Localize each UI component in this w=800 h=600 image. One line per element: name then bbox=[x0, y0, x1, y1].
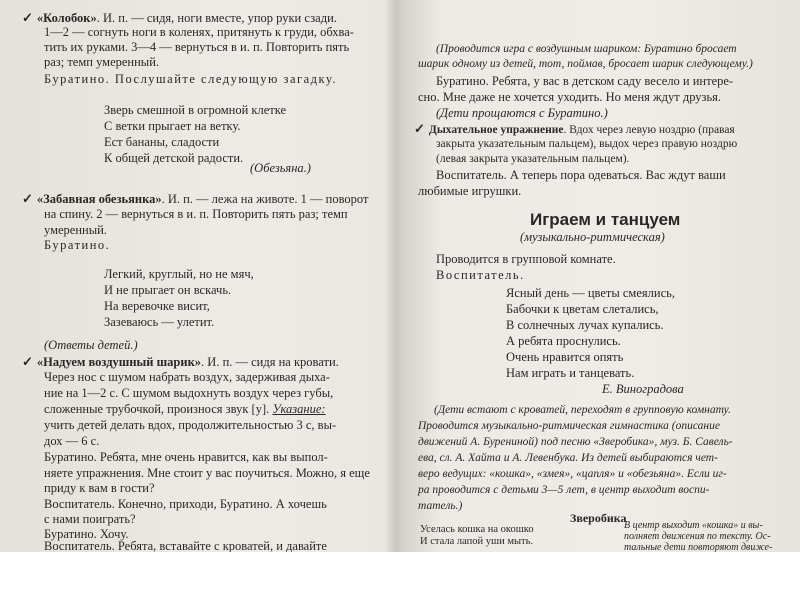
instruction-line: веро ведущих: «кошка», «змея», «цапля» и «обезьяна». Если иг- bbox=[418, 468, 727, 480]
riddle-line: И не прыгает он вскачь. bbox=[104, 283, 232, 297]
stage-direction: (Дети прощаются с Буратино.) bbox=[436, 106, 608, 120]
right-page bbox=[402, 0, 800, 552]
checkmark-icon: ✓ bbox=[22, 10, 33, 25]
poem-line: Ясный день — цветы смеялись, bbox=[506, 286, 675, 300]
exercise-balloon: ✓ «Надуем воздушный шарик». И. п. — сидя на кровати. bbox=[22, 354, 339, 369]
instruction-line: татель.) bbox=[418, 500, 463, 512]
text-line: учить детей делать вдох, продолжительностью 3 с, вы- bbox=[44, 418, 337, 432]
speaker-label: Буратино. bbox=[44, 238, 111, 252]
exercise-monkey: ✓ «Забавная обезьянка». И. п. — лежа на животе. 1 — поворот bbox=[22, 191, 369, 206]
dialogue-line: сно. Мне даже не хочется уходить. Но меня ждут друзья. bbox=[418, 90, 722, 104]
song-note: тальные дети повторяют движе- bbox=[624, 542, 773, 552]
song-line: И стала лапой уши мыть. bbox=[420, 536, 534, 547]
song-note: полняет движения по тексту. Ос- bbox=[624, 531, 771, 542]
note-label: Указание: bbox=[272, 402, 326, 416]
riddle-line: Зазеваюсь — улетит. bbox=[104, 315, 215, 329]
text-line: сложенные трубочкой, произнося звук [у]. Указание: bbox=[44, 402, 326, 416]
dialogue-line: с нами поиграть? bbox=[44, 512, 136, 526]
text-line: (левая закрыта указательным пальцем). bbox=[436, 153, 630, 165]
exercise-breathing: ✓ Дыхательное упражнение. Вдох через левую ноздрю (правая bbox=[414, 121, 735, 136]
riddle-line: На веревочке висит, bbox=[104, 299, 210, 313]
dialogue-line: Воспитатель. Ребята, вставайте с кроватей, и давайте bbox=[44, 539, 327, 552]
page-bottom-margin bbox=[0, 552, 800, 600]
riddle-line: Зверь смешной в огромной клетке bbox=[104, 103, 287, 117]
riddle-line: Ест бананы, сладости bbox=[104, 135, 220, 149]
dialogue-line: любимые игрушки. bbox=[418, 184, 522, 198]
poem-line: Нам играть и танцевать. bbox=[506, 366, 635, 380]
dialogue-line: Воспитатель. А теперь пора одеваться. Вас ждут ваши bbox=[436, 168, 726, 182]
checkmark-icon: ✓ bbox=[22, 354, 33, 369]
dialogue-line: Буратино. Послушайте следующую загадку. bbox=[44, 72, 338, 86]
song-title: Зверобика bbox=[570, 511, 627, 525]
section-subtitle: (музыкально-ритмическая) bbox=[520, 230, 665, 244]
checkmark-icon: ✓ bbox=[22, 191, 33, 206]
text-line: Через нос с шумом набрать воздух, задерживая дыха- bbox=[44, 370, 330, 384]
text-line: Проводится в групповой комнате. bbox=[436, 252, 616, 266]
text-line: тить их руками. 3—4 — вернуться в и. п. Повторить пять bbox=[44, 40, 350, 54]
poem-line: А ребята проснулись. bbox=[506, 334, 621, 348]
poem-line: В солнечных лучах купались. bbox=[506, 318, 664, 332]
section-title: Играем и танцуем bbox=[530, 210, 681, 229]
text-line: на спину. 2 — вернуться в и. п. Повторить пять раз; темп bbox=[44, 207, 348, 221]
text-line: закрыта указательным пальцем), выдох через правую ноздрю bbox=[436, 138, 738, 150]
instruction-line: Проводится музыкально-ритмическая гимнастика (описание bbox=[418, 420, 720, 432]
left-page bbox=[0, 0, 398, 552]
checkmark-icon: ✓ bbox=[414, 121, 425, 136]
dialogue-line: Воспитатель. Конечно, приходи, Буратино. А хочешь bbox=[44, 497, 327, 511]
speaker-label: Воспитатель. bbox=[436, 268, 525, 282]
poem-line: Очень нравится опять bbox=[506, 350, 624, 364]
instruction-line: (Дети встают с кроватей, переходят в групповую комнату. bbox=[434, 404, 731, 416]
stage-direction: (Ответы детей.) bbox=[44, 338, 138, 352]
song-note: В центр выходит «кошка» и вы- bbox=[624, 520, 763, 531]
text-line: ние на 1—2 с. С шумом выдохнуть воздух через губы, bbox=[44, 386, 334, 400]
riddle-line: Легкий, круглый, но не мяч, bbox=[104, 267, 254, 281]
dialogue-line: приду к вам в гости? bbox=[44, 481, 155, 495]
exercise-kolobok: ✓ «Колобок». И. п. — сидя, ноги вместе, упор руки сзади. bbox=[22, 10, 337, 25]
dialogue-line: Буратино. Ребята, мне очень нравится, как вы выпол- bbox=[44, 450, 328, 464]
dialogue-line: Буратино. Хочу. bbox=[44, 527, 129, 541]
text-line: умеренный. bbox=[44, 223, 107, 237]
stage-direction: шарик одному из детей, тот, поймав, бросает шарик следующему.) bbox=[418, 58, 753, 70]
instruction-line: ра проводится с детьми 3—5 лет, в центр выходит воспи- bbox=[418, 484, 710, 496]
instruction-line: ева, сл. А. Хайта и А. Левенбука. Из детей выбираются чет- bbox=[418, 452, 718, 464]
text-line: дох — 6 с. bbox=[44, 434, 100, 448]
song-line: Уселась кошка на окошко bbox=[420, 524, 534, 535]
dialogue-line: няете упражнения. Мне стоит у вас поучиться. Можно, я еще bbox=[44, 466, 370, 480]
text-line: 1—2 — согнуть ноги в коленях, притянуть к груди, обхва- bbox=[44, 25, 354, 39]
stage-direction: (Проводится игра с воздушным шариком: Буратино бросает bbox=[436, 43, 737, 55]
riddle-answer: (Обезьяна.) bbox=[250, 161, 311, 175]
riddle-line: С ветки прыгает на ветку. bbox=[104, 119, 241, 133]
riddle-line: К общей детской радости. bbox=[104, 151, 244, 165]
poem-line: Бабочки к цветам слетались, bbox=[506, 302, 659, 316]
poem-author: Е. Виноградова bbox=[602, 382, 684, 396]
instruction-line: движений А. Бурениной) под песню «Зверобика», муз. Б. Савель- bbox=[418, 436, 733, 448]
text-line: раз; темп умеренный. bbox=[44, 55, 160, 69]
dialogue-line: Буратино. Ребята, у вас в детском саду весело и интере- bbox=[436, 74, 734, 88]
